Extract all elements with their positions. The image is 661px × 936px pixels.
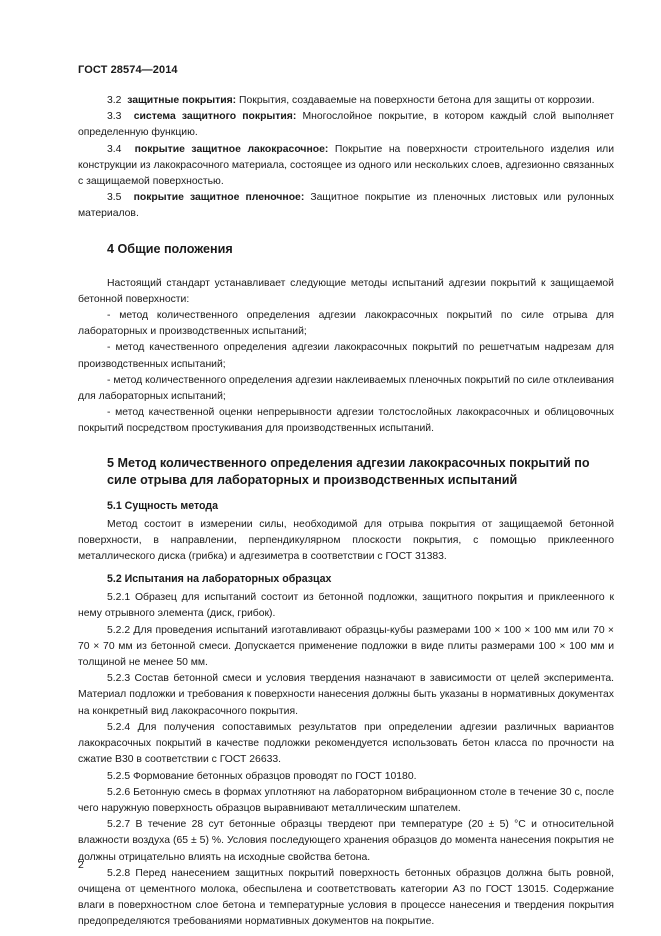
term-3-3: 3.3 система защитного покрытия: Многослойное покрытие, в котором каждый слой выполняет определенную функцию. (78, 111, 614, 139)
term-3-5: 3.5 покрытие защитное пленочное: Защитное покрытие из пленочных листовых или рулонных материалов. (78, 192, 614, 220)
paragraph-5-2-2: 5.2.2 Для проведения испытаний изготавливают образцы-кубы размерами 100 × 100 × 100 мм или 70 × 70 × 70 мм из бетонной смеси. Допускается применение подложки в виде плиты размерами 100 × 100 мм и толщиной не менее 50 мм. (78, 624, 614, 669)
section-4-heading: 4 Общие положения (107, 241, 233, 256)
section-4-intro: Настоящий стандарт устанавливает следующие методы испытаний адгезии покрытий к защищаемой бетонной поверхности: (78, 277, 614, 305)
list-item: - метод количественного определения адгезии лакокрасочных покрытий по силе отрыва для лабораторных и производственных испытаний; (78, 310, 614, 338)
subsection-5-2-heading: 5.2 Испытания на лабораторных образцах (107, 573, 332, 586)
paragraph-5-2-1: 5.2.1 Образец для испытаний состоит из бетонной подложки, защитного покрытия и приклеенного к нему отрывного элемента (диск, грибок). (78, 592, 614, 620)
term-3-2: 3.2 защитные покрытия: Покрытия, создаваемые на поверхности бетона для защиты от коррозии. (107, 95, 595, 106)
paragraph-5-2-5: 5.2.5 Формование бетонных образцов проводят по ГОСТ 10180. (107, 770, 417, 782)
term-3-4: 3.4 покрытие защитное лакокрасочное: Покрытие на поверхности строительного изделия или конструкции из лакокрасочного материала, состоящее из одного или нескольких слоев, адгезионно связанных с защищаемой поверхностью. (78, 143, 615, 188)
list-item: - метод качественной оценки непрерывности адгезии толстослойных лакокрасочных и облицовочных покрытий посредством простукивания для производственных испытаний. (78, 407, 614, 435)
paragraph-5-2-8: 5.2.8 Перед нанесением защитных покрытий поверхность бетонных образцов должна быть ровной, очищена от цементного молока, обеспылена и соответствовать категории А3 по ГОСТ 13015. Содержание влаги в поверхностном слое бетона и температурные условия в процессе нанесения и твердения покрытия предопределяются требованиями нормативных документов на покрытие. (78, 867, 614, 928)
section-5-heading: 5 Метод количественного определения адгезии лакокрасочных покрытий по силе отрыва для лабораторных и производственных испытаний (107, 455, 590, 487)
list-item: - метод качественного определения адгезии лакокрасочных покрытий по решетчатым надрезам для производственных испытаний; (78, 342, 614, 370)
paragraph-5-2-6: 5.2.6 Бетонную смесь в формах уплотняют на лабораторном вибрационном столе в течение 30 с, после чего наружную поверхность образцов выравнивают металлическим шпателем. (78, 786, 614, 814)
page-number: 2 (78, 860, 84, 871)
document-header: ГОСТ 28574—2014 (78, 64, 178, 76)
subsection-5-1-heading: 5.1 Сущность метода (107, 499, 219, 512)
list-item: - метод количественного определения адгезии наклеиваемых пленочных покрытий по силе отклеивания для лабораторных испытаний; (78, 374, 614, 403)
paragraph-5-2-4: 5.2.4 Для получения сопоставимых результатов при определении адгезии различных вариантов лакокрасочных покрытий в качестве подложки рекомендуется использовать бетон класса по прочности на сжатие В30 в соответствии с ГОСТ 26633. (78, 721, 614, 766)
paragraph-5-2-3: 5.2.3 Состав бетонной смеси и условия твердения назначают в зависимости от целей эксперимента. Материал подложки и требования к поверхности нанесения должны быть указаны в нормативных документах на конкретный вид лакокрасочного покрытия. (78, 673, 614, 717)
document-body (78, 93, 614, 931)
subsection-5-1-text: Метод состоит в измерении силы, необходимой для отрыва покрытия от защищаемой бетонной поверхности, в направлении, перпендикулярном плоскости покрытия, с помощью приклеенного металлического диска (грибка) и адгезиметра в соответствии с ГОСТ 31383. (78, 518, 614, 563)
paragraph-5-2-7: 5.2.7 В течение 28 сут бетонные образцы твердеют при температуре (20 ± 5) °С и относительной влажности воздуха (65 ± 5) %. Условия последующего хранения образцов до момента нанесения покрытия не должны отрицательно влиять на исходные свойства бетона. (78, 819, 614, 863)
